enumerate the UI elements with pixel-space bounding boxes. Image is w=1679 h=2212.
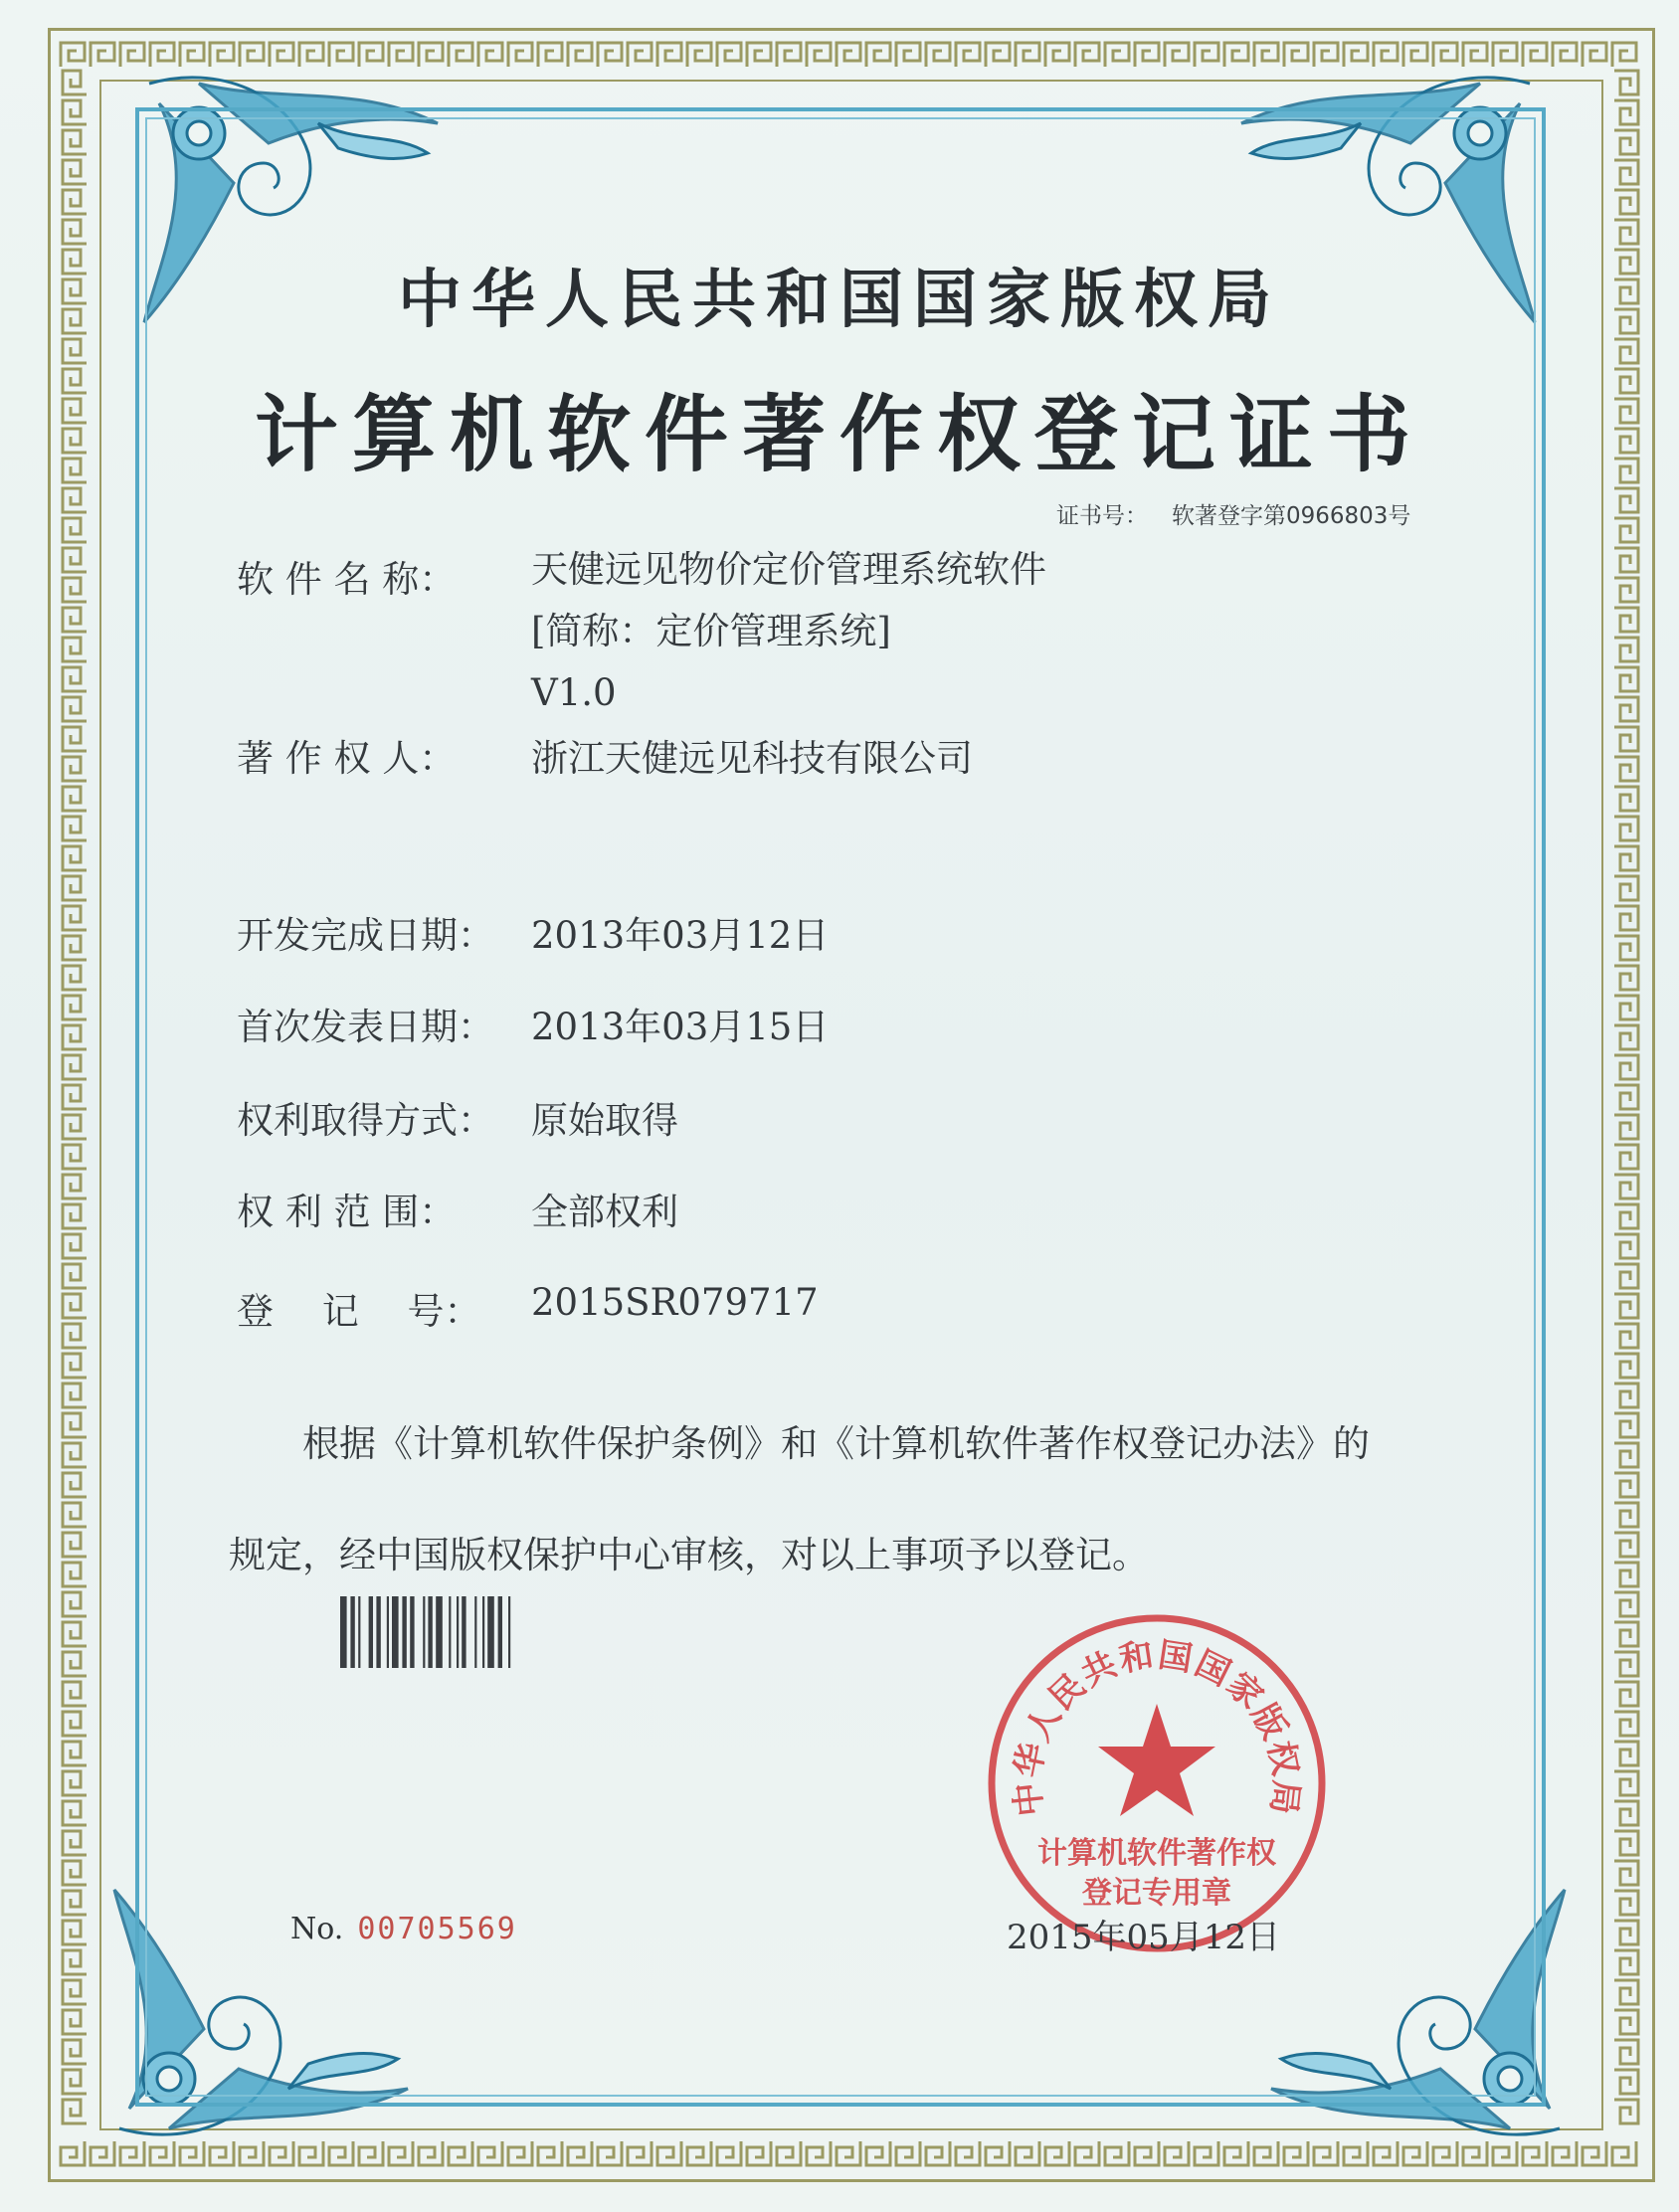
- software-short-name: [简称：定价管理系统]: [531, 610, 891, 652]
- field-value: 浙江天健远见科技有限公司: [531, 737, 973, 780]
- certificate-number-label: 证书号：: [1056, 503, 1148, 529]
- statement-line-1: 根据《计算机软件保护条例》和《计算机软件著作权登记办法》的: [229, 1422, 1370, 1465]
- field-value: 2015SR079717: [531, 1281, 819, 1324]
- seal-inner-line-2: 登记专用章: [1082, 1876, 1231, 1911]
- serial-value: 00705569: [357, 1912, 517, 1946]
- issue-date: 2015年05月12日: [1007, 1918, 1281, 1957]
- field-label: 权 利 范 围：: [237, 1191, 457, 1233]
- field-publication-date: [237, 997, 829, 1050]
- serial-label: No.: [290, 1912, 344, 1946]
- field-label: 首次发表日期：: [237, 1006, 494, 1048]
- barcode: [338, 1594, 573, 1670]
- official-seal: [983, 1609, 1331, 1957]
- field-copyright-owner: [237, 728, 973, 782]
- software-full-name: 天健远见物价定价管理系统软件: [531, 548, 1046, 591]
- field-label: 著 作 权 人：: [237, 737, 457, 780]
- statement-line-2: 规定，经中国版权保护中心审核，对以上事项予以登记。: [229, 1534, 1149, 1576]
- field-acquisition-method: [237, 1090, 678, 1144]
- issuing-authority: 中华人民共和国国家版权局: [398, 264, 1281, 337]
- field-registration-number: [237, 1281, 819, 1335]
- serial-number: [290, 1912, 517, 1946]
- seal-outer-text: 中华人民共和国国家版权局: [1007, 1635, 1307, 1819]
- certificate-number: [1056, 497, 1410, 530]
- field-label: 开发完成日期：: [237, 914, 494, 957]
- field-value: 全部权利: [531, 1191, 678, 1233]
- field-value: [531, 549, 1046, 714]
- field-label: 登 记 号：: [237, 1290, 481, 1333]
- field-completion-date: [237, 905, 829, 959]
- certificate-number-value: 软著登字第0966803号: [1172, 503, 1411, 529]
- software-version: V1.0: [531, 671, 617, 714]
- field-label: 软 件 名 称：: [237, 558, 457, 601]
- field-value: 原始取得: [531, 1099, 678, 1142]
- field-rights-scope: [237, 1182, 678, 1235]
- certificate-title: 计算机软件著作权登记证书: [254, 386, 1424, 483]
- field-software-name: [237, 549, 1046, 714]
- seal-inner-line-1: 计算机软件著作权: [1037, 1836, 1276, 1871]
- field-label: 权利取得方式：: [237, 1099, 494, 1142]
- field-value: 2013年03月15日: [531, 1006, 830, 1048]
- star-icon: [1098, 1704, 1215, 1816]
- legal-statement: [229, 1388, 1462, 1611]
- field-value: 2013年03月12日: [531, 914, 830, 957]
